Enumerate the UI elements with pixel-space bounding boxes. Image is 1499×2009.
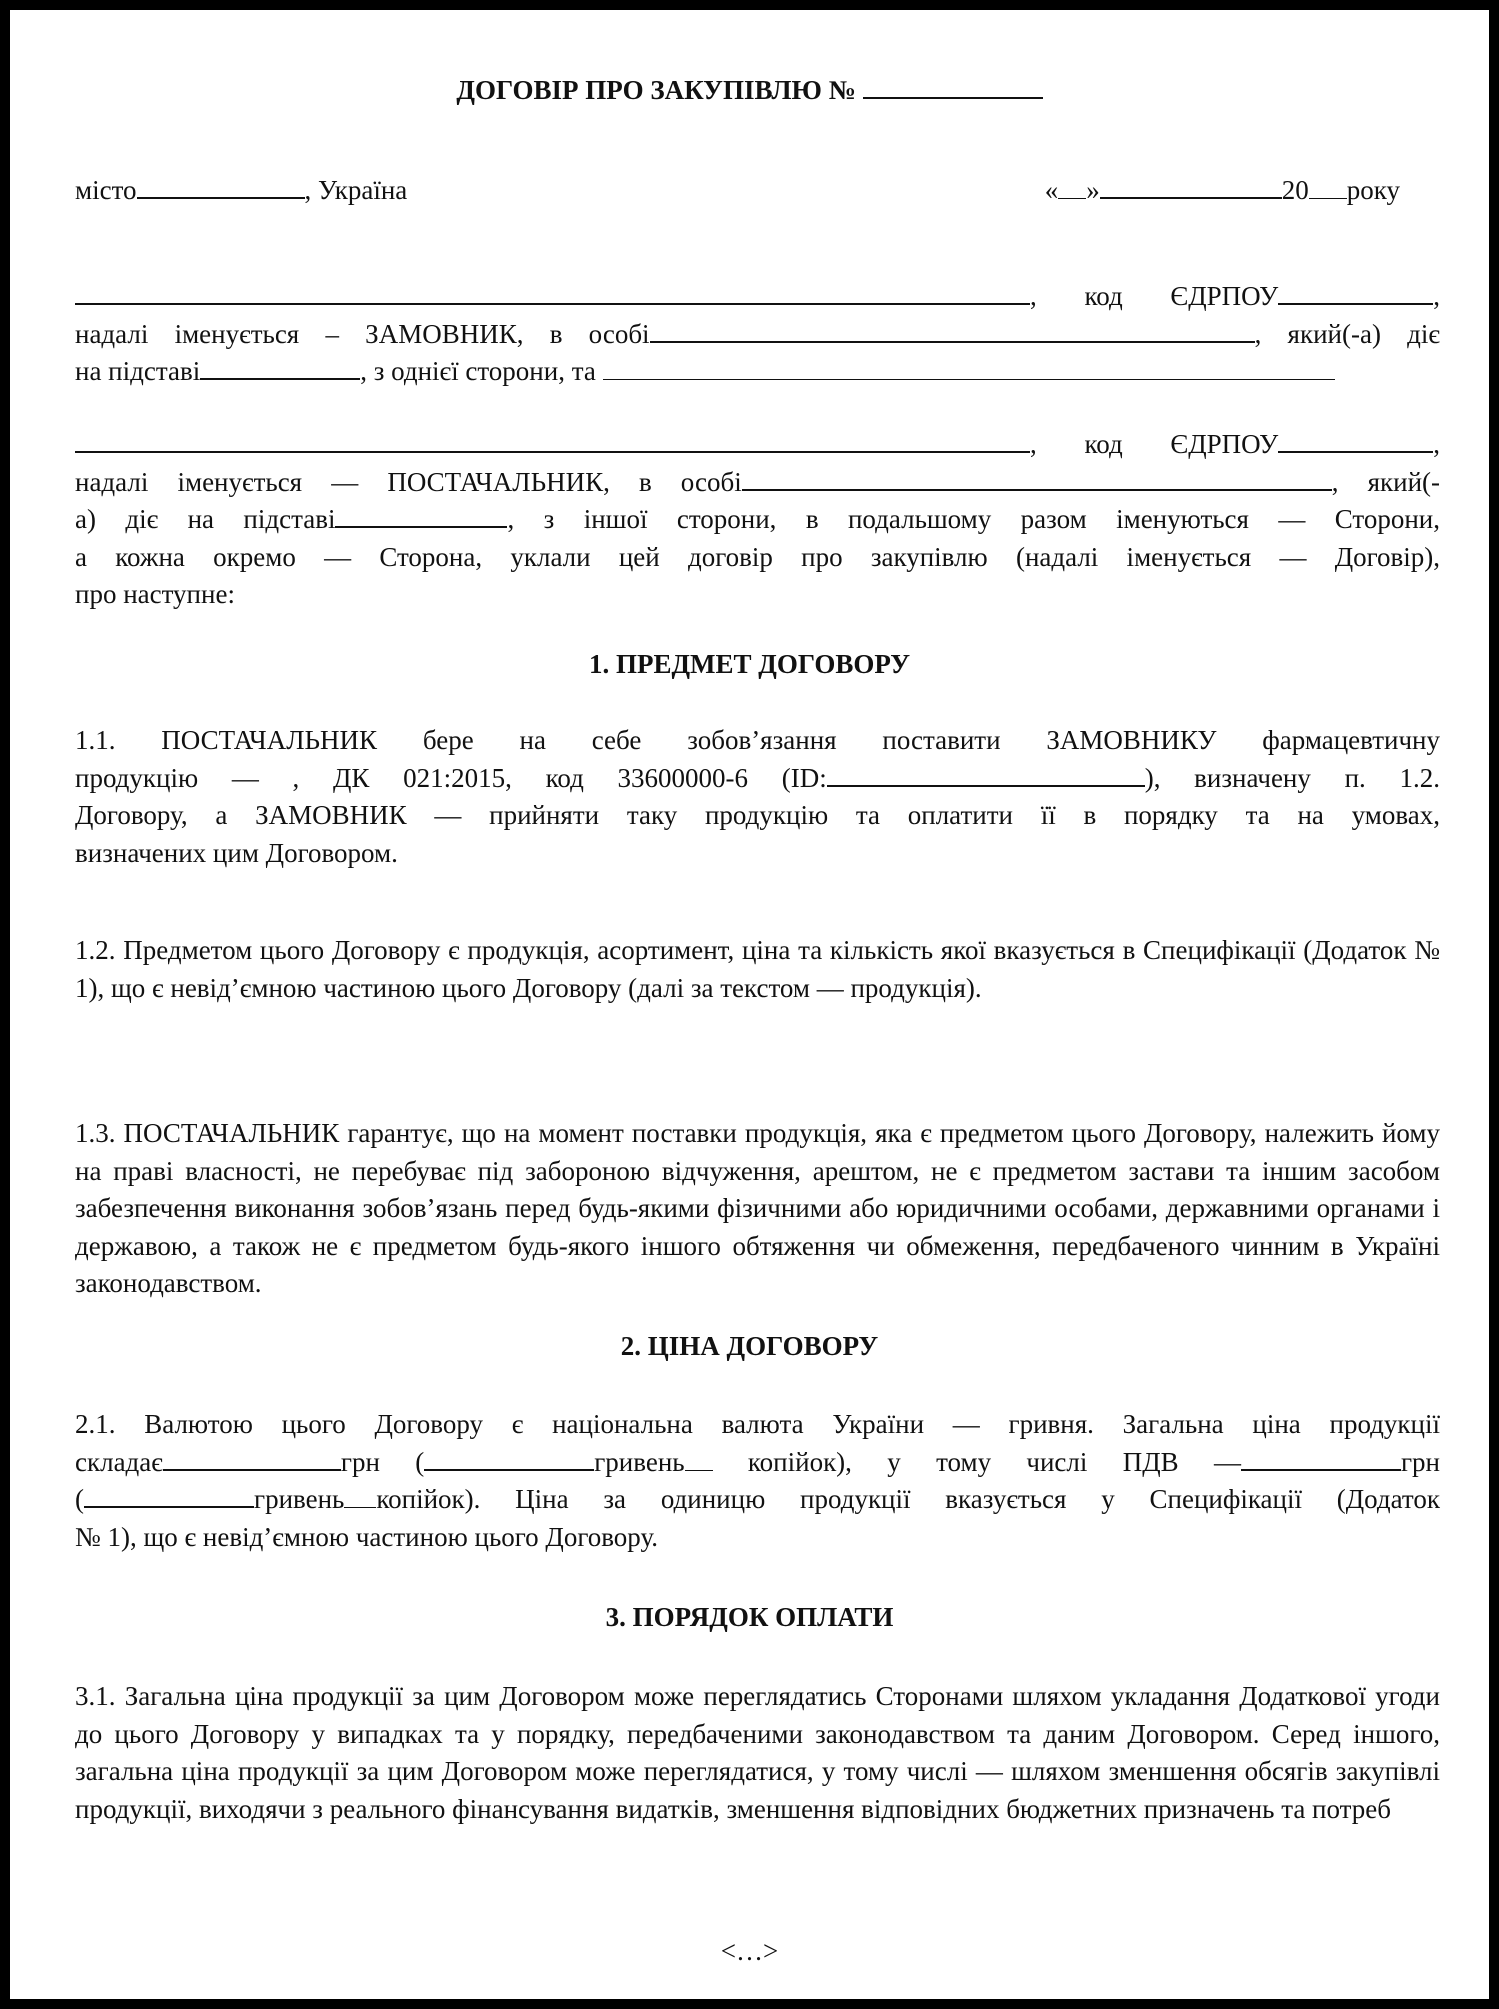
year-prefix: 20 [1281,175,1309,205]
total-amount-blank [163,1445,341,1471]
document-title [10,72,1489,110]
city-blank [137,173,305,199]
hryvnia-label: гривень [254,1484,345,1514]
day-blank [1058,174,1086,199]
quote-close: » [1086,175,1100,205]
customer-side-text: , з однієї сторони, та [360,356,603,386]
clause-3-1-text: 3.1. Загальна ціна продукції за цим Договором може переглядатись Сторонами шляхом укладання Додаткової угоди до цього Договору у випадках та у порядку, передбаченими законодавством та даним Договором. Серед іншого, загальна ціна продукції за цим Договором може переглядатися, у тому числі — шляхом зменшення обсягів закупівлі продукції, виходячи з реального фінансування видатків, зменшення відповідних бюджетних призначень та потреб [75,1681,1440,1824]
vat-currency-label: грн [1400,1446,1440,1477]
clause-2-1-line-1: 2.1. Валютою цього Договору є національна валюта України — гривня. Загальна ціна продукції [75,1409,1440,1439]
amount-label: складає [75,1446,163,1477]
clause-1-1-line-4: визначених цим Договором. [75,837,398,868]
customer-line-3 [75,353,1440,391]
section-1-heading: 1. ПРЕДМЕТ ДОГОВОРУ [588,649,911,679]
clause-1-3-text: 1.3. ПОСТАЧАЛЬНИК гарантує, що на момент поставки продукція, яка є предметом цього Договору, належить йому на праві власності, не перебуває під забороною відчуження, арештом, не є предметом застави та іншим засобом забезпечення виконання зобов’язань перед будь-якими фізичними або юридичними особами, державними органами і державою, а також не є предметом будь-якого іншого обтяження чи обмеження, передбаченого чинним в Україні законодавством. [75,1118,1440,1298]
date-field [1045,172,1400,210]
month-blank [1100,173,1282,199]
country-label: , Україна [304,175,408,205]
clause-2-1 [75,1406,1440,1556]
customer-name-blank [75,279,1030,305]
supplier-line-2 [75,464,1440,502]
customer-role-text: надалі іменується – ЗАМОВНИК, в особі [75,318,650,349]
clause-ref-text: ), визначену п. 1.2. [1144,762,1440,793]
customer-party-block [75,278,1440,391]
customer-line-2 [75,316,1440,354]
paren-open: ( [75,1484,84,1514]
clause-1-2 [75,932,1440,1007]
supplier-line-3 [75,501,1440,539]
customer-acts-text: , який(-а) діє [1254,318,1440,349]
clause-2-1-line-3 [75,1481,1440,1519]
city-field [75,172,407,210]
supplier-name-blank-inline [603,355,1335,380]
procurement-id-blank [827,761,1145,787]
supplier-basis-blank [335,502,507,528]
section-2-heading: 2. ЦІНА ДОГОВОРУ [620,1331,879,1361]
product-code-text: продукцію — , ДК 021:2015, код 33600000-6 (ID: [75,762,827,793]
total-kopecks-blank [685,1446,713,1471]
vat-label: копійок), у тому числі ПДВ — [712,1446,1241,1477]
supplier-representative-blank [742,465,1332,491]
quote-open: « [1044,175,1059,205]
supplier-basis-label: а) діє на підставі [75,504,336,534]
clause-2-1-line-4: № 1), що є невід’ємною частиною цього Договору. [75,1521,658,1552]
supplier-role-text: надалі іменується — ПОСТАЧАЛЬНИК, в особі [75,466,742,497]
customer-edrpou-blank [1278,279,1433,305]
supplier-party-block [75,426,1440,614]
supplier-line-4: а кожна окремо — Сторона, уклали цей договір про закупівлю (надалі іменується — Договір), [75,541,1440,572]
clause-1-1 [75,722,1440,872]
city-date-row [75,172,1440,210]
title-text: ДОГОВІР ПРО ЗАКУПІВЛЮ № [456,75,856,105]
customer-line-1: , код ЄДРПОУ , [75,278,1440,316]
edrpou-label: , код ЄДРПОУ [1030,429,1279,459]
customer-basis-blank [200,354,360,380]
supplier-acts-text: , який(- [1331,466,1441,497]
unit-price-text: копійок). Ціна за одиницю продукції вказується у Специфікації (Додаток [376,1484,1440,1514]
clause-1-1-line-3: Договору, а ЗАМОВНИК — прийняти таку продукцію та оплатити її в порядку та на умовах, [75,800,1440,830]
customer-basis-label: на підставі [75,356,201,386]
vat-amount-words-blank [84,1482,254,1508]
clause-3-1 [75,1678,1440,1828]
supplier-line-5: про наступне: [75,579,235,609]
city-label: місто [75,175,137,205]
hryvnia-label: гривень [594,1446,685,1477]
vat-amount-blank [1241,1445,1401,1471]
year-blank [1309,174,1347,199]
clause-1-1-line-1: 1.1. ПОСТАЧАЛЬНИК бере на себе зобов’язання поставити ЗАМОВНИКУ фармацевтичну [75,725,1440,755]
currency-label: грн ( [340,1446,425,1477]
clause-1-1-line-2 [75,760,1440,798]
clause-1-2-text: 1.2. Предметом цього Договору є продукція, асортимент, ціна та кількість якої вказується в Специфікації (Додаток № 1), що є невід’ємною частиною цього Договору (далі за текстом — продукція). [75,935,1440,1003]
contract-number-blank [863,73,1043,99]
vat-kopecks-blank [344,1483,376,1508]
edrpou-label: , код ЄДРПОУ [1030,281,1279,311]
section-3-heading: 3. ПОРЯДОК ОПЛАТИ [605,1602,894,1632]
document-page [10,10,1489,1999]
year-label: року [1346,175,1400,205]
total-amount-words-blank [424,1445,594,1471]
customer-representative-blank [650,317,1255,343]
supplier-side-text: , з іншої сторони, в подальшому разом іменуються — Сторони, [507,504,1441,534]
continuation-marker: <…> [720,1936,779,1966]
supplier-name-blank [75,427,1030,453]
supplier-line-1: , код ЄДРПОУ , [75,426,1440,464]
clause-1-3 [75,1115,1440,1303]
clause-2-1-line-2 [75,1444,1440,1482]
supplier-edrpou-blank [1278,427,1433,453]
